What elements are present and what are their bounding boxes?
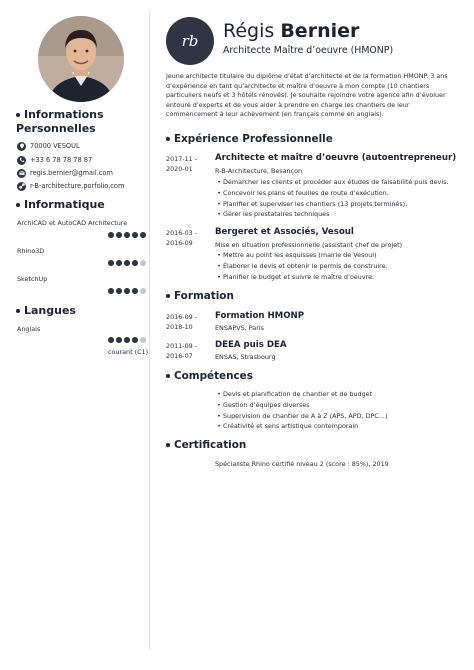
profile-summary: Jeune architecte titulaire du diplôme d’état d’architecte et de la formation HMONP. 3 ans d’expérience en tant qu’architecte et maître d’oeuvre à mon compte (10 chantiers particuliers neufs et 3 hôtels rénovés). Je souhaite rejoindre votre agence afin d’évoluer entouré d’experts et de vous aider à prendre en charge les chantiers de leur commencement à leur achèvement (en français comme en anglais). xyxy=(166,73,448,119)
section-bullet-icon xyxy=(166,137,170,141)
education-school: ENSAPVS, Paris xyxy=(215,324,264,332)
list-item: • Concevoir les plans et feuilles de route d’exécution. xyxy=(215,188,448,199)
rating-dot-filled xyxy=(124,288,130,294)
section-bullet-icon xyxy=(16,113,20,117)
education-section-title: Formation xyxy=(166,290,234,302)
section-bullet-icon xyxy=(166,294,170,298)
skill-name: Rhino3D xyxy=(17,247,45,255)
job-title: Architecte Maître d’oeuvre (HMONP) xyxy=(223,45,394,56)
list-item: • Mettre au point les esquisses (mairie de Vesoul) xyxy=(215,250,388,261)
language-level: courant (C1) xyxy=(108,348,149,356)
list-item: • Démarcher les clients et procéder aux études de faisabilité puis devis. xyxy=(215,177,448,188)
it-section-title: Informatique xyxy=(16,198,105,212)
rating-dot-filled xyxy=(132,337,138,343)
experience-role: Mise en situation professionnelle (assistant chef de projet) xyxy=(215,241,403,249)
section-bullet-icon xyxy=(166,374,170,378)
full-name xyxy=(223,19,359,43)
section-bullet-icon xyxy=(166,443,170,447)
contact-location: 70000 VESOUL xyxy=(17,141,80,151)
rating-dot-empty xyxy=(140,260,146,266)
languages-section-title: Langues xyxy=(16,304,76,318)
competences-section-title: Compétences xyxy=(166,370,253,382)
language-name: Anglais xyxy=(17,325,41,333)
list-item: • Créativité et sens artistique contemporain xyxy=(215,421,387,432)
rating-dot-filled xyxy=(132,232,138,238)
list-item: • Devis et planification de chantier et de budget xyxy=(215,389,387,400)
certification-text: Spécialiste Rhino certifié niveau 2 (score : 85%), 2019 xyxy=(215,460,389,468)
column-divider xyxy=(149,10,150,650)
education-school: ENSAS, Strasbourg xyxy=(215,353,276,361)
rating-dot-filled xyxy=(124,260,130,266)
list-item: • Gérer les prestataires techniques xyxy=(215,209,448,220)
rating-dot-filled xyxy=(108,260,114,266)
list-item: • Gestion d’équipes diverses xyxy=(215,400,387,411)
experience-title: Bergeret et Associés, Vesoul xyxy=(215,227,354,237)
rating-dot-filled xyxy=(108,232,114,238)
rating-dot-filled xyxy=(116,288,122,294)
competences-list xyxy=(215,389,387,432)
experience-tasks xyxy=(215,250,388,282)
rating-dot-empty xyxy=(140,337,146,343)
rating-dot-filled xyxy=(116,232,122,238)
contact-phone: +33 6 78 78 78 87 xyxy=(17,155,92,165)
skill-rating xyxy=(108,260,146,266)
skill-rating xyxy=(108,232,146,238)
experience-title: Architecte et maître d’oeuvre (autoentrepreneur) xyxy=(215,153,457,163)
list-item: • Planifier le budget et suivre le maître d’oeuvre. xyxy=(215,272,388,283)
experience-company: R-B-Architecture, Besançon xyxy=(215,167,303,175)
info-section-title: Informations Personnelles xyxy=(16,108,104,135)
rating-dot-empty xyxy=(140,288,146,294)
certification-section-title: Certification xyxy=(166,439,246,451)
email-icon xyxy=(17,169,26,178)
education-date: 2016-09 - 2018-10 xyxy=(166,313,198,331)
experience-tasks xyxy=(215,177,448,220)
experience-section-title: Expérience Professionnelle xyxy=(166,133,333,145)
list-item: • Planifier et superviser les chantiers (13 projets terminés). xyxy=(215,199,448,210)
rating-dot-filled xyxy=(108,337,114,343)
rating-dot-filled xyxy=(108,288,114,294)
language-rating xyxy=(108,337,146,343)
education-title: DEEA puis DEA xyxy=(215,340,287,350)
contact-portfolio-link[interactable]: r-B-architecture.porfolio.com xyxy=(17,181,124,191)
location-icon xyxy=(17,142,26,151)
rating-dot-filled xyxy=(140,232,146,238)
last-name: Bernier xyxy=(280,20,360,42)
phone-icon xyxy=(17,156,26,165)
skill-name: ArchiCAD et AutoCAD Architecture xyxy=(17,219,128,227)
experience-date: 2017-11 - 2020-01 xyxy=(166,155,198,173)
monogram-logo: rb xyxy=(166,17,214,65)
rating-dot-filled xyxy=(132,260,138,266)
rating-dot-filled xyxy=(124,232,130,238)
rating-dot-filled xyxy=(116,337,122,343)
first-name: Régis xyxy=(223,20,275,42)
section-bullet-icon xyxy=(16,309,20,313)
rating-dot-filled xyxy=(124,337,130,343)
profile-photo xyxy=(38,16,124,102)
education-title: Formation HMONP xyxy=(215,311,305,321)
skill-name: SketchUp xyxy=(17,275,48,283)
skill-rating xyxy=(108,288,146,294)
list-item: • Élaborer le devis et obtenir le permis de construire. xyxy=(215,261,388,272)
section-bullet-icon xyxy=(16,203,20,207)
link-icon xyxy=(17,182,26,191)
education-date: 2011-09 - 2016-07 xyxy=(166,342,198,360)
rating-dot-filled xyxy=(132,288,138,294)
list-item: • Supervision de chantier de A à Z (APS, APD, DPC...) xyxy=(215,411,387,422)
rating-dot-filled xyxy=(116,260,122,266)
contact-email[interactable]: regis.bernier@gmail.com xyxy=(17,168,113,178)
experience-date: 2016-03 - 2016-09 xyxy=(166,229,198,247)
